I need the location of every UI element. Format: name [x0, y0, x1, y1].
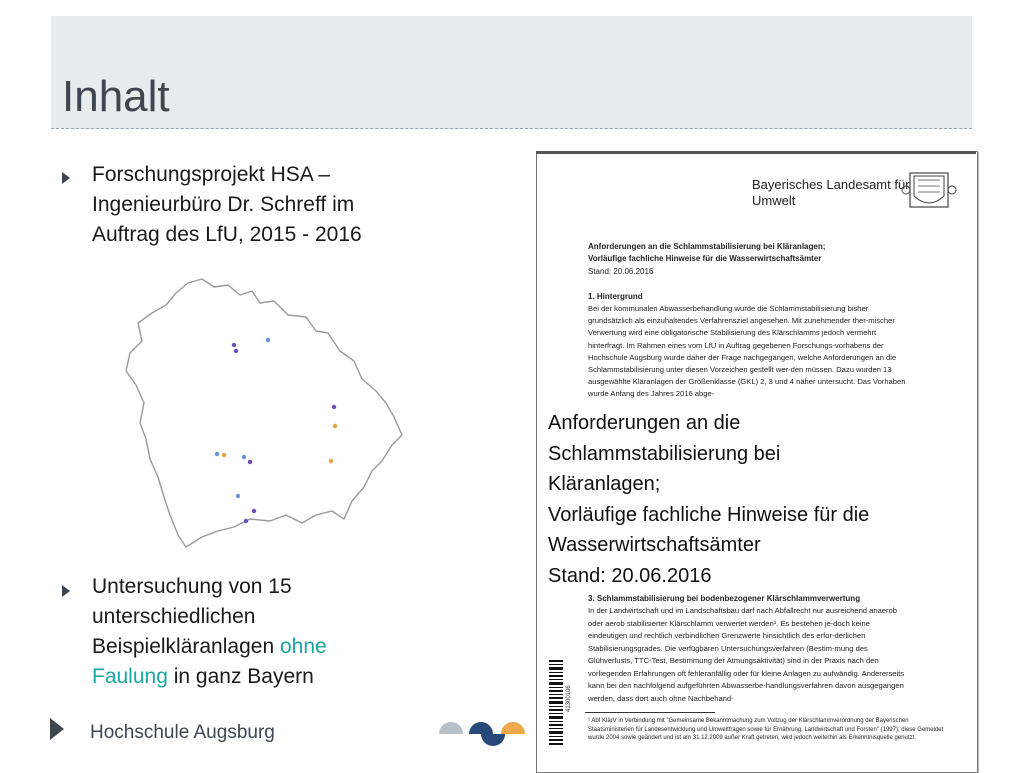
- callout-line: Kläranlagen;: [548, 473, 661, 495]
- document-top-edge: [536, 151, 976, 154]
- document-heading-line: Vorläufige fachliche Hinweise für die Wasserwirtschaftsämter: [588, 254, 822, 263]
- callout-text: [548, 408, 968, 591]
- document-section-heading: 1. Hintergrund: [588, 292, 643, 301]
- map-site-dot: [266, 338, 270, 342]
- bullet-text: Beispielkläranlagen: [92, 635, 280, 658]
- barcode-icon: [549, 660, 563, 746]
- document-heading: [588, 241, 958, 265]
- bullet-investigation: [92, 572, 452, 692]
- bullet-research-project: [92, 160, 452, 250]
- callout-line: Anforderungen an die: [548, 412, 741, 434]
- bullet-line: unterschiedlichen: [92, 605, 256, 628]
- bullet-line: Auftrag des LfU, 2015 - 2016: [92, 223, 362, 246]
- footnote-rule: [585, 712, 715, 713]
- map-site-dot: [333, 424, 337, 428]
- document-heading-line: Anforderungen an die Schlammstabilisierung bei Kläranlagen;: [588, 242, 826, 251]
- document-paragraph: In der Landwirtschaft und im Landschaftsbau darf nach Abfallrecht nur ausreichend anaerob oder aerob stabilisierter Klärschlamm verwertet werden¹. Es bestehen je-doch keine eindeutigen und rechtlich verbindlichen Grenzwerte hinsichtlich des erfor-derlichen Stabilisierungsgrades. Die verfügbaren Untersuchungsverfahren (Bestim-mung des Glühverlusts, TTC-Test, Bestimmung der Atmungsaktivität) sind in der Praxis nach den vorliegenden Erfahrungen oft fehleranfällig oder für kleine Anlagen zu aufwändig. Andererseits kann bei den nachfolgend aufgeführten Abwasserbe-handlungsverfahren davon ausgegangen werden, dass dort auch ohne Nachbehand-: [588, 606, 905, 703]
- document-section-heading: 3. Schlammstabilisierung bei bodenbezogener Klärschlammverwertung: [588, 594, 861, 603]
- bullet-line: [92, 662, 452, 692]
- agency-line: Bayerisches Landesamt für: [752, 177, 910, 192]
- footer-institution: Hochschule Augsburg: [90, 722, 275, 743]
- map-site-dot: [215, 452, 219, 456]
- title-band: [51, 16, 972, 129]
- map-site-dot: [248, 460, 252, 464]
- document-stand: Stand: 20.06.2016: [588, 267, 654, 276]
- callout-line: Wasserwirtschaftsämter: [548, 534, 761, 556]
- bullet-arrow-icon: [62, 585, 70, 597]
- callout-line: Vorläufige fachliche Hinweise für die: [548, 503, 870, 526]
- map-site-dot: [244, 519, 248, 523]
- agency-line: Umwelt: [752, 193, 796, 208]
- bavarian-crest-icon: [900, 170, 958, 210]
- bullet-highlight: ohne: [279, 635, 327, 658]
- document-agency: [752, 177, 910, 209]
- document-footnote: ¹ Abf KlärV in Verbindung mit "Gemeinsame Bekanntmachung zum Vollzug der Klärschlammverordnung der Bayerischen Staatsministerien für Landesentwicklung und Umweltfragen sowie für Ernährung, Landwirtschaft und Forsten" (1997); diese Gemeldet wurde 2004 sowie geändert und ist am 31.12.2009 außer Kraft getreten, wird jedoch weiterhin als Erkenntnisquelle genutzt.: [588, 718, 944, 741]
- bullet-text: in ganz Bayern: [167, 665, 314, 688]
- hochschule-logo-icon: [437, 718, 537, 750]
- map-site-dot: [329, 459, 333, 463]
- bavaria-map: [110, 275, 410, 555]
- map-site-dot: [232, 343, 236, 347]
- bullet-line: Ingenieurbüro Dr. Schreff im: [92, 193, 355, 216]
- page-title: Inhalt: [62, 72, 170, 121]
- bavaria-outline: [126, 279, 402, 547]
- bullet-line: Forschungsprojekt HSA –: [92, 163, 331, 186]
- document-paragraph: Bei der kommunalen Abwasserbehandlung wurde die Schlammstabilisierung bisher grundsätzlich als einzuhaltendes Verfahrensziel angesehen. Mit zunehmender ther-mischer Verwertung wird eine obligatorische Stabilisierung des Klärschlamms jedoch vermehrt hinterfragt. Im Rahmen eines vom LfU in Auftrag gegebenen Forschungs-vorhabens der Hochschule Augsburg wurde daher der Frage nachgegangen, welche Anforderungen an die Schlammstabilisierung unter diesen Vorzeichen gestellt wer-den müssen. Dazu wurden 13 ausgewählte Kläranlagen der Größenklasse (GKL) 2, 3 und 4 näher untersucht. Das Vorhaben wurde Anfang des Jahres 2016 abge-: [588, 304, 906, 399]
- map-site-dot: [252, 509, 256, 513]
- callout-line: Schlammstabilisierung bei: [548, 442, 781, 465]
- bullet-highlight: Faulung: [92, 665, 168, 688]
- map-site-dot: [332, 405, 336, 409]
- map-site-dot: [234, 349, 238, 353]
- map-site-dot: [222, 453, 226, 457]
- footer-arrow-icon: [50, 718, 64, 740]
- map-site-dot: [236, 494, 240, 498]
- map-site-dot: [242, 455, 246, 459]
- bullet-arrow-icon: [62, 172, 70, 184]
- barcode-number: 41300106: [566, 685, 572, 712]
- bullet-line: [92, 632, 452, 662]
- bullet-line: Untersuchung von 15: [92, 575, 292, 598]
- callout-line: Stand: 20.06.2016: [548, 564, 712, 587]
